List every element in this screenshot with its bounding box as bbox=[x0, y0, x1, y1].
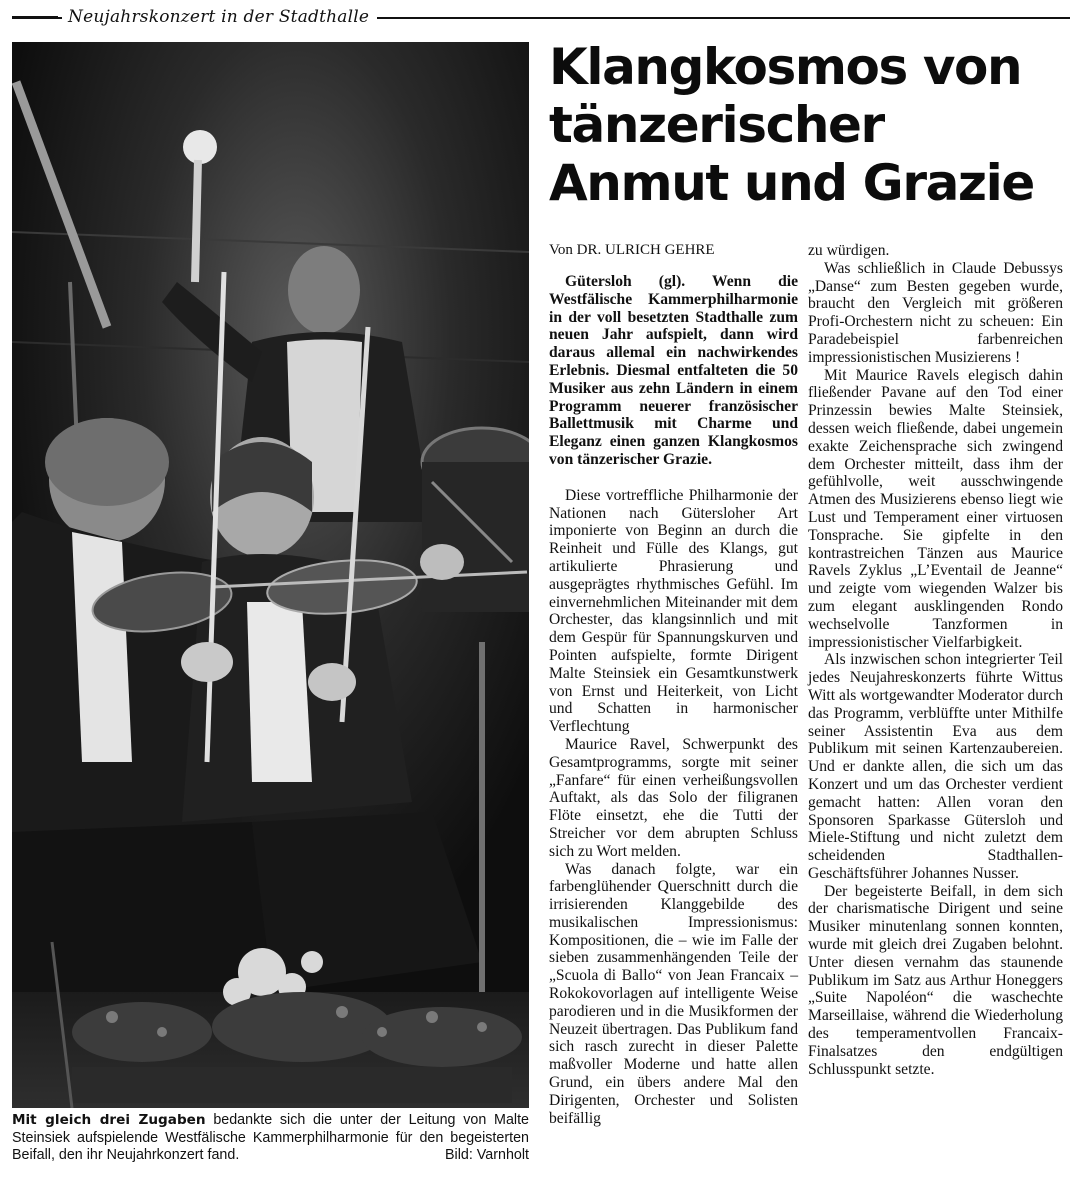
body-paragraph: Diese vortreffliche Philharmonie der Nationen nach Gütersloher Art imponierte von Beginn an durch die Reinheit und Fülle des Klangs, gut artikulierte Phrasierung und ausgeprägtes rhythmisches Gefühl. Im einvernehmlichen Miteinander mit dem Orchester, das klangsinnlich und mit dem Gespür für Spannungskurven und Pointen aufspielte, formte Dirigent Malte Steinsiek ein Gesamtkunstwerk von Ernst und Heiterkeit, von Licht und Schatten in harmonischer Verflechtung bbox=[549, 486, 798, 736]
body-paragraph: Maurice Ravel, Schwerpunkt des Gesamtprogramms, sorgte mit seiner „Fanfare“ für einen verheißungsvollen Auftakt, als das Solo der filigranen Flöte einsetzt, ehe die Tutti der Streicher vor dem abrupten Schluss sich zu Wort melden. bbox=[549, 735, 798, 860]
photo-caption bbox=[12, 1112, 529, 1165]
concert-photo bbox=[12, 42, 529, 1108]
headline-line-1: Klangkosmos von bbox=[549, 38, 1022, 96]
body-paragraph: Mit Maurice Ravels elegisch dahin fließender Pavane auf den Tod einer Prinzessin bewies Malte Steinsiek, dessen weich fließende, dabei ungemein exakte Zeichensprache sich zwingend dem Orchester mitteilt, dass ihm der gefühlvolle, weit ausschwingende Atmen des Musizierens ebenso liegt wie Lust und Temperament einer virtuosen Tonsprache. Sie gipfelte in den kontrastreichen Tänzen aus Maurice Ravels Zyklus „L’Eventail de Jeanne“ und zeigte vom wiegenden Walzer bis zum elegant ausklingenden Rondo wechselvolle Tanzformen in impressionistischer Vielfarbigkeit. bbox=[808, 366, 1063, 651]
intro-paragraph: Gütersloh (gl). Wenn die Westfälische Kammerphilharmonie in der voll besetzten Stadthalle zum neuen Jahr aufspielt, dann wird daraus allemal ein nachwirkendes Erlebnis. Diesmal entfalteten die 50 Musiker aus zehn Ländern in einem Programm neuerer französischer Ballettmusik mit Charme und Eleganz einen ganzen Klangkosmos von tänzerischer Grazie. bbox=[549, 273, 798, 468]
kicker-line-left bbox=[12, 16, 58, 18]
kicker: Neujahrskonzert in der Stadthalle bbox=[62, 4, 377, 30]
photo-credit: Bild: Varnholt bbox=[445, 1147, 529, 1163]
body-paragraph: Was schließlich in Claude Debussys „Danse“ zum Besten gegeben wurde, braucht den Vergleich mit größeren Profi-Orchestern nicht zu scheuen: Ein Paradebeispiel farbenreichen impressionistischen Musizierens ! bbox=[808, 259, 1063, 366]
article-column-1 bbox=[549, 273, 798, 1127]
byline: Von DR. ULRICH GEHRE bbox=[549, 242, 715, 258]
headline bbox=[549, 38, 1069, 212]
concert-photo-icon bbox=[12, 42, 529, 1108]
kicker-rule bbox=[12, 4, 1070, 30]
headline-line-2: tänzerischer bbox=[549, 96, 884, 154]
caption-text: bedankte sich die unter der Leitung von Malte Steinsiek aufspielende Westfälische Kammerphilharmonie für den begeisterten Beifall, den ihr Neujahrkonzert fand. bbox=[12, 1112, 529, 1163]
article-column-2 bbox=[808, 242, 1063, 1078]
body-paragraph: Der begeisterte Beifall, in dem sich der charismatische Dirigent und seine Musiker minutenlang sonnen konnten, wurde mit gleich drei Zugaben belohnt. Unter diesen vernahm das staunende Publikum im Satz aus Arthur Honeggers „Suite Napoléon“ die waschechte Marseillaise, während die Wiederholung des temperamentvollen Francaix-Finalsatzes den endgültigen Schlusspunkt setzte. bbox=[808, 882, 1063, 1078]
body-paragraph: Als inzwischen schon integrierter Teil jedes Neujahreskonzerts führte Wittus Witt als wortgewandter Moderator durch das Programm, verblüffte unter Mithilfe seiner Assistentin Eva aus dem Publikum mit seinen Kartenzaubereien. Und er dankte allen, die sich um das Konzert und um das Orchester verdient gemacht hatten: Allen voran den Sponsoren Sparkasse Gütersloh und Miele-Stiftung und nicht zuletzt dem scheidenden Stadthallen-Geschäftsführer Johannes Nusser. bbox=[808, 651, 1063, 882]
body-paragraph: Was danach folgte, war ein farbenglühender Querschnitt durch die irrisierenden Klanggebilde des musikalischen Impressionismus: Kompositionen, die – wie im Falle der sieben zusammenhängenden Teile der „Scuola di Ballo“ von Jean Francaix – Rokokovorlagen auf intelligente Weise parodieren und in die Musikformen der Neuzeit übertragen. Das Publikum fand sich rasch zurecht in dieser Palette maßvoller Moderne und hatte allen Grund, ein übers andere Mal den Dirigenten, Orchester und Solisten beifällig bbox=[549, 860, 798, 1127]
column-continuation: zu würdigen. bbox=[808, 242, 890, 259]
caption-lead: Mit gleich drei Zugaben bbox=[12, 1112, 206, 1128]
headline-line-3: Anmut und Grazie bbox=[549, 154, 1034, 212]
